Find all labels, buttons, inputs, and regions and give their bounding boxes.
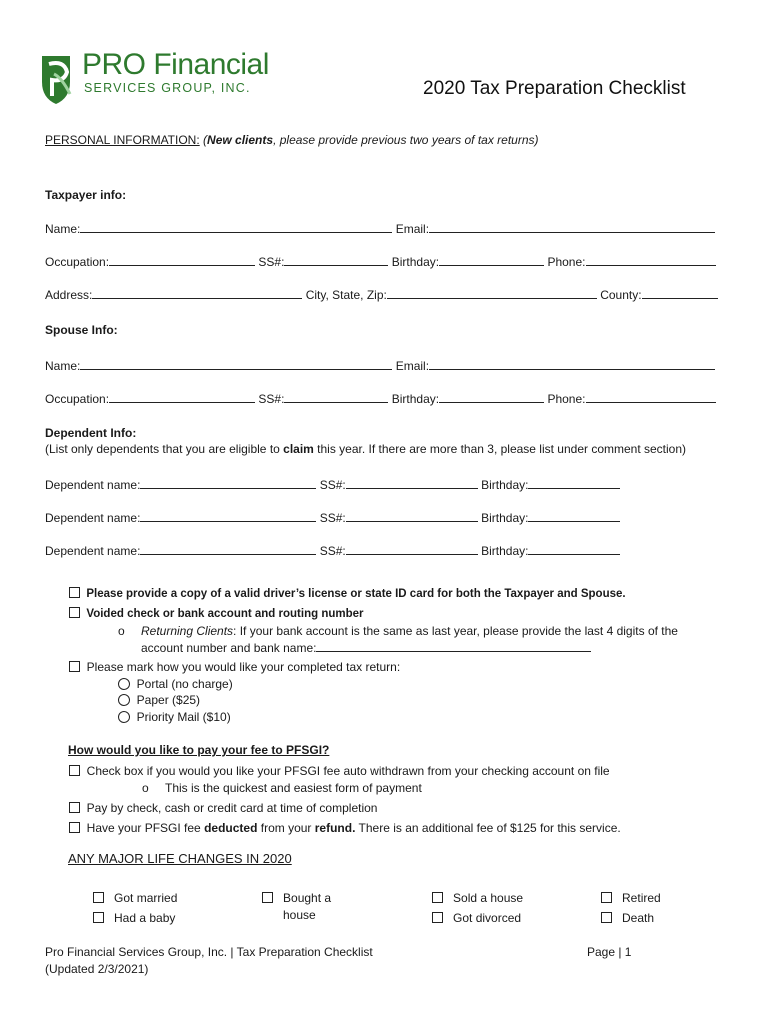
spouse-email-field[interactable] — [429, 358, 715, 370]
life-item-retired: Retired — [601, 891, 661, 905]
bought-house-checkbox[interactable] — [262, 892, 273, 903]
life-item-baby: Had a baby — [93, 911, 175, 925]
paper-radio[interactable] — [118, 694, 130, 706]
taxpayer-city-field[interactable] — [387, 287, 597, 299]
option-portal: Portal (no charge) — [118, 677, 233, 691]
dependent-name-field[interactable] — [140, 543, 316, 555]
dependent-heading: Dependent Info: — [45, 426, 137, 440]
life-item-divorced: Got divorced — [432, 911, 521, 925]
taxpayer-ss-field[interactable] — [284, 254, 388, 266]
life-item-bought-house-line2: house — [283, 908, 316, 922]
life-item-married: Got married — [93, 891, 177, 905]
spouse-ss-field[interactable] — [284, 391, 388, 403]
dependent-note: (List only dependents that you are eligible to claim this year. If there are more than 3, please list under comment section) — [45, 442, 687, 456]
page-title: 2020 Tax Preparation Checklist — [423, 78, 686, 99]
spouse-birthday-field[interactable] — [439, 391, 544, 403]
dependent-birthday-field[interactable] — [528, 477, 620, 489]
life-item-death: Death — [601, 911, 654, 925]
footer-updated: (Updated 2/3/2021) — [45, 962, 149, 976]
taxpayer-name-row: Name: Email: — [45, 221, 715, 236]
dependent-row: Dependent name: SS#: Birthday: — [45, 510, 620, 525]
dependent-name-field[interactable] — [140, 477, 316, 489]
baby-checkbox[interactable] — [93, 912, 104, 923]
pay-by-check-checkbox[interactable] — [69, 802, 80, 813]
auto-withdraw-item: Check box if you would you like your PFSGI fee auto withdrawn from your checking account on file — [69, 764, 610, 778]
voided-check-checkbox[interactable] — [69, 607, 80, 618]
return-method-checkbox[interactable] — [69, 661, 80, 672]
life-item-sold-house: Sold a house — [432, 891, 523, 905]
logo-subtitle: SERVICES GROUP, INC. — [84, 81, 251, 95]
auto-withdraw-bullet: o — [142, 781, 149, 795]
taxpayer-birthday-field[interactable] — [439, 254, 544, 266]
return-method-item: Please mark how you would like your completed tax return: — [69, 660, 400, 674]
retired-checkbox[interactable] — [601, 892, 612, 903]
license-checkbox[interactable] — [69, 587, 80, 598]
priority-mail-radio[interactable] — [118, 711, 130, 723]
portal-radio[interactable] — [118, 678, 130, 690]
spouse-occupation-field[interactable] — [109, 391, 255, 403]
company-logo — [40, 50, 270, 110]
taxpayer-occupation-row: Occupation: SS#: Birthday: Phone: — [45, 254, 716, 269]
voided-check-item: Voided check or bank account and routing number — [69, 607, 364, 620]
auto-withdraw-note: This is the quickest and easiest form of payment — [165, 781, 422, 795]
life-item-bought-house: Bought a — [262, 891, 331, 905]
pay-by-check-item: Pay by check, cash or credit card at time of completion — [69, 801, 377, 815]
divorced-checkbox[interactable] — [432, 912, 443, 923]
taxpayer-phone-field[interactable] — [586, 254, 716, 266]
license-item: Please provide a copy of a valid driver’s license or state ID card for both the Taxpayer and Spouse. — [69, 587, 626, 600]
dependent-birthday-field[interactable] — [528, 510, 620, 522]
taxpayer-occupation-field[interactable] — [109, 254, 255, 266]
death-checkbox[interactable] — [601, 912, 612, 923]
spouse-occupation-row: Occupation: SS#: Birthday: Phone: — [45, 391, 716, 406]
dependent-name-field[interactable] — [140, 510, 316, 522]
option-paper: Paper ($25) — [118, 693, 200, 707]
spouse-phone-field[interactable] — [586, 391, 716, 403]
bank-name-field[interactable] — [316, 640, 591, 652]
dependent-row: Dependent name: SS#: Birthday: — [45, 477, 620, 492]
taxpayer-heading: Taxpayer info: — [45, 188, 127, 202]
taxpayer-email-field[interactable] — [429, 221, 715, 233]
deducted-item: Have your PFSGI fee deducted from your refund. There is an additional fee of $125 for this service. — [69, 821, 621, 835]
spouse-heading: Spouse Info: — [45, 323, 118, 337]
footer-company: Pro Financial Services Group, Inc. | Tax Preparation Checklist — [45, 945, 373, 959]
logo-name: PRO Financial — [82, 48, 269, 81]
dependent-ss-field[interactable] — [346, 477, 478, 489]
bank-name-row: account number and bank name: — [141, 640, 591, 655]
life-changes-heading: ANY MAJOR LIFE CHANGES IN 2020 — [68, 851, 292, 866]
returning-clients-text: Returning Clients: If your bank account is the same as last year, please provide the last 4 digits of the — [141, 624, 678, 638]
taxpayer-address-row: Address: City, State, Zip: County: — [45, 287, 718, 302]
dependent-birthday-field[interactable] — [528, 543, 620, 555]
taxpayer-address-field[interactable] — [92, 287, 302, 299]
taxpayer-county-field[interactable] — [642, 287, 718, 299]
sold-house-checkbox[interactable] — [432, 892, 443, 903]
logo-emblem-icon — [40, 52, 80, 106]
returning-bullet: o — [118, 624, 125, 638]
dependent-ss-field[interactable] — [346, 510, 478, 522]
married-checkbox[interactable] — [93, 892, 104, 903]
spouse-name-row: Name: Email: — [45, 358, 715, 373]
taxpayer-name-field[interactable] — [80, 221, 392, 233]
dependent-ss-field[interactable] — [346, 543, 478, 555]
deducted-checkbox[interactable] — [69, 822, 80, 833]
auto-withdraw-checkbox[interactable] — [69, 765, 80, 776]
spouse-name-field[interactable] — [80, 358, 392, 370]
footer-page-number: Page | 1 — [587, 945, 632, 959]
personal-info-heading: PERSONAL INFORMATION: (New clients, please provide previous two years of tax returns) — [45, 133, 539, 147]
fee-heading: How would you like to pay your fee to PFSGI? — [68, 743, 330, 757]
dependent-row: Dependent name: SS#: Birthday: — [45, 543, 620, 558]
option-priority-mail: Priority Mail ($10) — [118, 710, 231, 724]
